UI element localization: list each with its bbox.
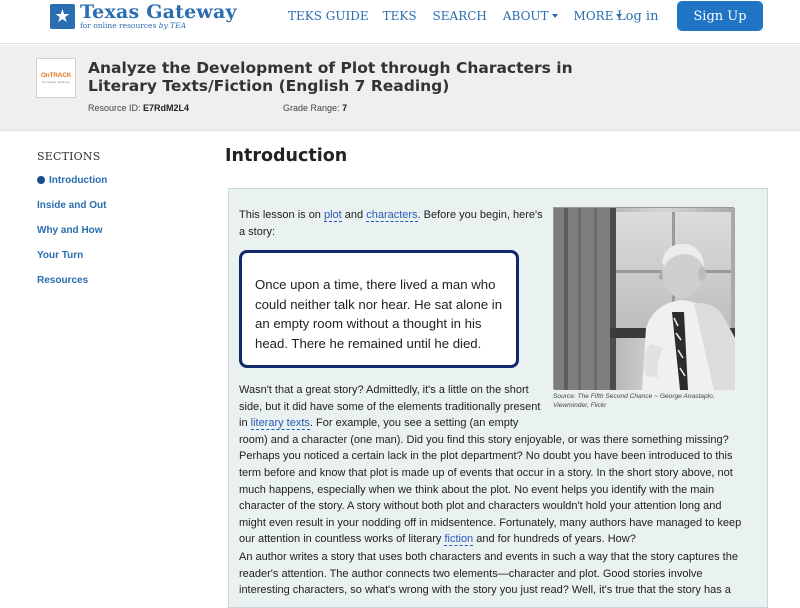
chevron-down-icon <box>552 14 558 18</box>
nav-about[interactable]: ABOUT <box>503 9 558 23</box>
sidebar-item-inside-and-out[interactable]: Inside and Out <box>37 200 107 211</box>
login-link[interactable]: Log in <box>617 9 659 24</box>
sidebar-item-your-turn[interactable]: Your Turn <box>37 250 84 261</box>
logo-title: Texas Gateway <box>80 1 237 23</box>
grade-range: Grade Range: 7 <box>283 103 348 113</box>
nav-teks-guide[interactable]: TEKS GUIDE <box>288 9 369 23</box>
section-heading: Introduction <box>225 146 348 166</box>
body-paragraph-2: An author writes a story that uses both characters and events in such a way that the story captures the reader's attention. The author connects two elements—character and plot. Good stories involve interesting characters, so what's wrong with the story you just read? Well, it's true that the story has a <box>239 551 738 597</box>
page-title: Analyze the Development of Plot through Characters in Literary Texts/Fiction (English 7 Reading) <box>88 59 573 95</box>
sections-heading: SECTIONS <box>37 150 101 163</box>
top-navigation-bar <box>0 0 800 44</box>
float-spacer <box>541 382 749 428</box>
texas-gateway-logo[interactable] <box>50 2 237 30</box>
logo-subtitle: for online resources by TEA <box>80 21 187 30</box>
nav-teks[interactable]: TEKS <box>382 9 417 23</box>
resource-id: Resource ID: E7RdM2L4 <box>88 103 190 113</box>
photo-caption: Source: The Fifth Second Chance ~ George Anastaplo, Viewminder, Flickr <box>553 393 715 409</box>
fiction-link[interactable]: fiction <box>444 533 474 546</box>
nav-search[interactable]: SEARCH <box>432 9 487 23</box>
sidebar-item-introduction[interactable]: Introduction <box>37 175 107 186</box>
resource-header <box>0 45 800 131</box>
characters-link[interactable]: characters <box>366 209 418 221</box>
main-nav <box>288 9 622 23</box>
nav-more[interactable]: MORE <box>574 9 623 23</box>
sidebar-item-resources[interactable]: Resources <box>37 275 89 286</box>
body-paragraph: Wasn't that a great story? Admittedly, it's a little on the short side, but it did have some of the elements traditionally present in literary texts. For example, you see a setting (an empty room) and a character (one man). Did you find this story enjoyable, or was there something missing? Perhaps you noticed a certain lack in the plot department? No doubt you have been introduced to this term before and know that plot is made up of events that occur in a story. In the short story above, not much happens, especially when we think about the plot. No event helps you identify with the main character of the story. A story without both plot and characters wouldn't hold your attention long and might even result in your nodding off in midsentence. Fortunately, many authors have managed to keep our attention in countless works of literary fiction and for hundreds of years. How? <box>239 382 749 548</box>
photo-illustration <box>554 208 735 390</box>
story-box: Once upon a time, there lived a man who could neither talk nor hear. He sat alone in an empty room without a thought in his head. There he remained until he died. <box>239 250 519 368</box>
signup-button[interactable]: Sign Up <box>677 1 763 31</box>
sidebar-item-why-and-how[interactable]: Why and How <box>37 225 103 236</box>
ontrack-badge: OnTRACK for college readiness <box>36 58 76 98</box>
photo-old-man-at-window <box>553 207 734 389</box>
star-icon: ★ <box>50 4 75 29</box>
literary-texts-link[interactable]: literary texts <box>250 417 310 430</box>
intro-paragraph: This lesson is on plot and characters. Before you begin, here's a story: <box>239 209 543 238</box>
active-dot-icon <box>37 176 45 184</box>
plot-link[interactable]: plot <box>323 209 342 221</box>
